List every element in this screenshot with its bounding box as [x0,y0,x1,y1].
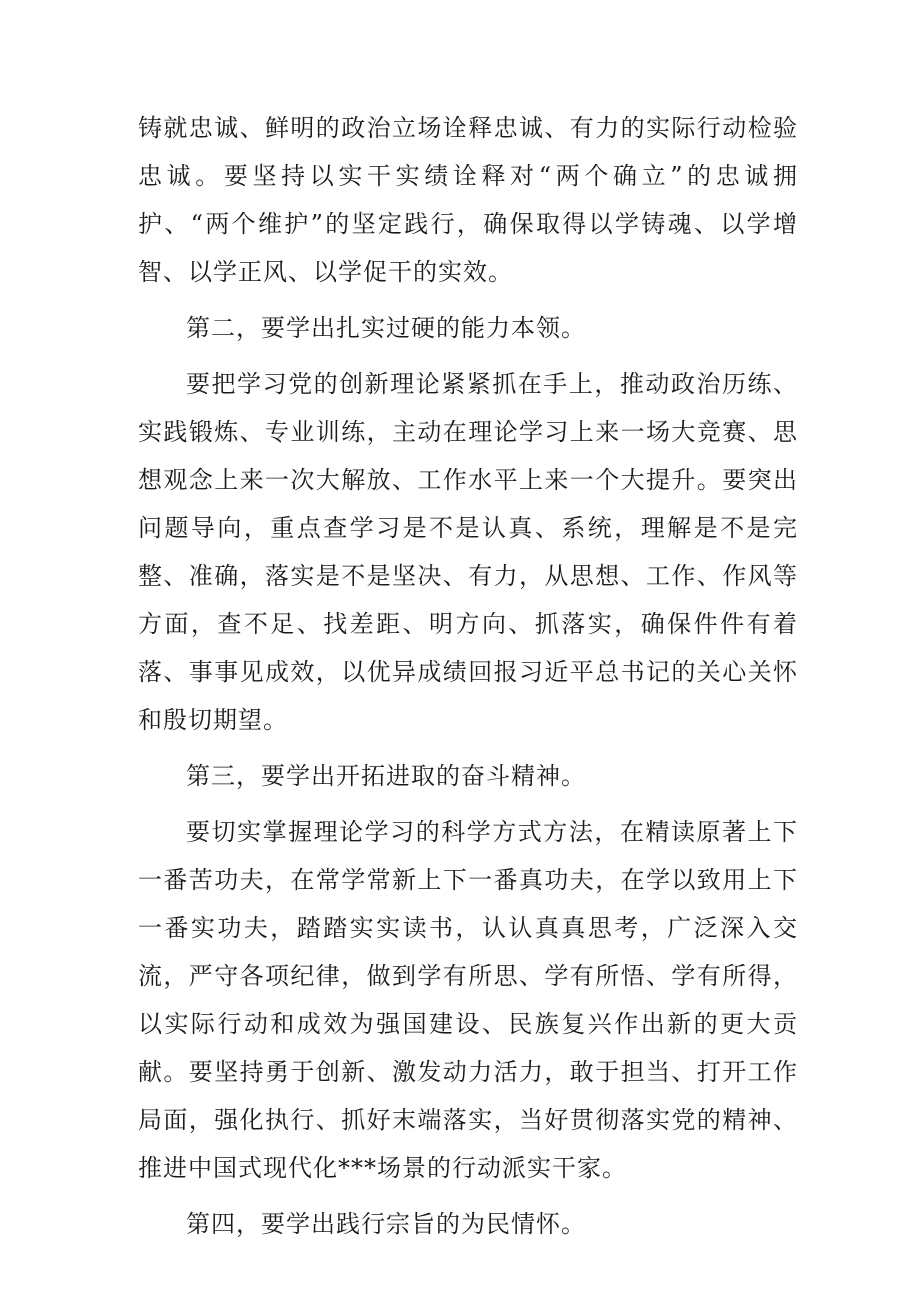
paragraph-continuation: 铸就忠诚、鲜明的政治立场诠释忠诚、有力的实际行动检验忠诚。要坚持以实干实绩诠释对“两个确立”的忠诚拥护、“两个维护”的坚定践行，确保取得以学铸魂、以学增智、以学正风、以学促干的实效。 [138,114,798,286]
paragraph-body-third: 要切实掌握理论学习的科学方式方法，在精读原著上下一番苦功夫，在常学常新上下一番真功夫，在学以致用上下一番实功夫，踏踏实实读书，认认真真思考，广泛深入交流，严守各项纪律，做到学有所思、学有所悟、学有所得，以实际行动和成效为强国建设、民族复兴作出新的更大贡献。要坚持勇于创新、激发动力活力，敢于担当、打开工作局面，强化执行、抓好末端落实，当好贯彻落实党的精神、推进中国式现代化***场景的行动派实干家。 [138,818,798,1182]
section-heading-second: 第二，要学出扎实过硬的能力本领。 [186,314,586,342]
paragraph-gap [138,352,798,360]
section-heading-fourth: 第四，要学出践行宗旨的为民情怀。 [186,1210,586,1238]
paragraph-gap [138,1192,798,1200]
section-heading-third: 第三，要学出开拓进取的奋斗精神。 [186,762,586,790]
paragraph-gap [138,800,798,808]
paragraph-body-second: 要把学习党的创新理论紧紧抓在手上，推动政治历练、实践锻炼、专业训练，主动在理论学习上来一场大竞赛、思想观念上来一次大解放、工作水平上来一个大提升。要突出问题导向，重点查学习是不是认真、系统，理解是不是完整、准确，落实是不是坚决、有力，从思想、工作、作风等方面，查不足、找差距、明方向、抓落实，确保件件有着落、事事见成效，以优异成绩回报习近平总书记的关心关怀和殷切期望。 [138,370,798,734]
document-body [138,104,798,1248]
paragraph-gap [138,296,798,304]
paragraph-gap [138,744,798,752]
